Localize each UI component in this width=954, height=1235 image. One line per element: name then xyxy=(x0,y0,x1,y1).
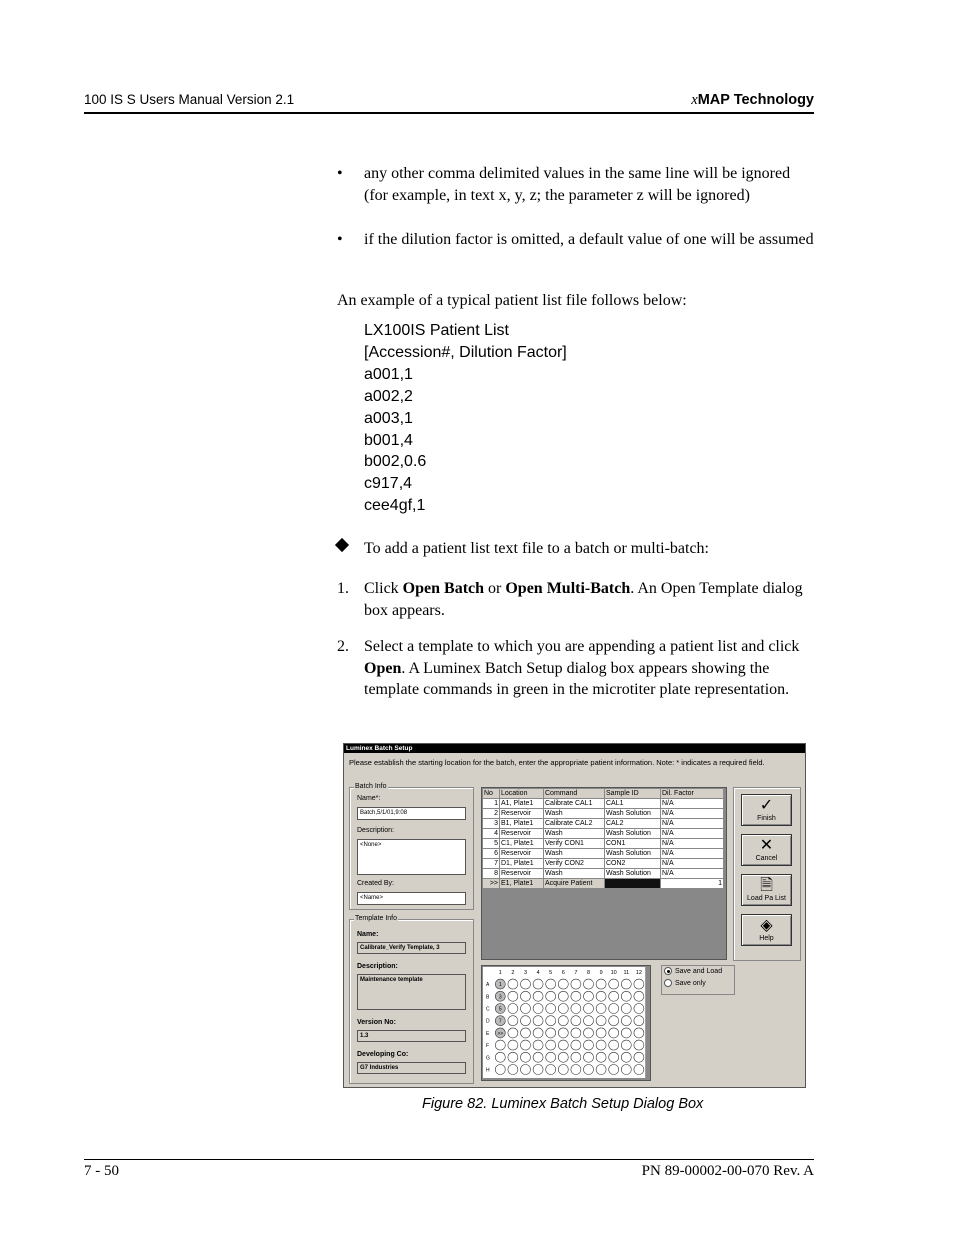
table-cell: Wash xyxy=(544,829,605,839)
patient-list-example xyxy=(364,320,567,517)
plate-well[interactable] xyxy=(546,991,556,1001)
plate-column-label: 9 xyxy=(599,970,603,976)
plate-well[interactable] xyxy=(609,1004,619,1014)
plate-column-label: 2 xyxy=(511,970,515,976)
plate-well[interactable] xyxy=(584,991,594,1001)
table-cell: Verify CON2 xyxy=(544,859,605,869)
plate-well-label: 3 xyxy=(498,994,502,1001)
table-cell: D1, Plate1 xyxy=(500,859,544,869)
plate-well[interactable] xyxy=(508,979,518,989)
batch-info-group xyxy=(349,783,474,910)
table-cell: CON1 xyxy=(605,839,661,849)
table-cell: Wash xyxy=(544,869,605,879)
plate-well[interactable] xyxy=(533,1065,543,1075)
plate-well[interactable] xyxy=(558,1028,568,1038)
plate-well[interactable] xyxy=(508,1004,518,1014)
plate-well[interactable] xyxy=(609,1016,619,1026)
plate-well[interactable] xyxy=(533,1016,543,1026)
plate-row-label: E xyxy=(486,1030,490,1037)
batch-name-input[interactable]: Batch,5/1/01,9:08 xyxy=(357,807,466,820)
plate-well[interactable] xyxy=(533,1004,543,1014)
plate-column-label: 8 xyxy=(586,970,591,976)
page-number: 7 - 50 xyxy=(84,1163,119,1179)
plate-well[interactable] xyxy=(584,1016,594,1026)
plate-well[interactable] xyxy=(508,1052,518,1062)
plate-well[interactable] xyxy=(533,1052,543,1062)
plate-well[interactable] xyxy=(558,991,568,1001)
plate-well[interactable] xyxy=(596,979,606,989)
patient-list-line: b002,0.6 xyxy=(364,453,427,471)
plate-well[interactable] xyxy=(495,1052,505,1062)
plate-column-label: 11 xyxy=(623,970,630,976)
table-cell: Reservoir xyxy=(500,849,544,859)
table-cell: 7 xyxy=(483,859,500,869)
header-right-main: MAP Technology xyxy=(697,92,814,108)
plate-row-label: H xyxy=(486,1067,490,1074)
plate-column-label: 7 xyxy=(574,970,578,976)
table-cell: Wash Solution xyxy=(605,849,661,859)
bullet-text: any other comma delimited values in the same line will be ignored (for example, in text x, y, z; the parameter z will be ignored) xyxy=(364,165,791,204)
plate-well[interactable] xyxy=(521,1052,531,1062)
plate-column-label: 1 xyxy=(498,970,502,976)
table-cell: Reservoir xyxy=(500,869,544,879)
plate-well[interactable] xyxy=(571,1004,581,1014)
bullet-item xyxy=(337,163,815,227)
plate-well[interactable] xyxy=(609,1040,619,1050)
table-cell: 1 xyxy=(483,799,500,809)
bullet-symbol: • xyxy=(337,165,343,182)
plate-column-label: 3 xyxy=(523,970,528,976)
plate-well-label: 5 xyxy=(498,1006,502,1013)
plate-well[interactable] xyxy=(584,1004,594,1014)
plate-well[interactable] xyxy=(596,1004,606,1014)
table-row[interactable] xyxy=(483,879,724,889)
procedure-title: To add a patient list text file to a batch or multi-batch: xyxy=(364,540,709,557)
microtiter-plate[interactable] xyxy=(481,965,651,1081)
table-cell: N/A xyxy=(661,819,724,829)
table-cell: 6 xyxy=(483,849,500,859)
table-row[interactable] xyxy=(483,809,724,819)
plate-well[interactable] xyxy=(634,1004,644,1014)
plate-well[interactable] xyxy=(521,1065,531,1075)
template-info-label: Template Info xyxy=(355,915,398,922)
plate-well[interactable] xyxy=(621,991,631,1001)
plate-well[interactable] xyxy=(571,1016,581,1026)
template-name-label: Name: xyxy=(357,931,379,938)
table-cell: N/A xyxy=(661,829,724,839)
patient-list-line: cee4gf,1 xyxy=(364,497,426,515)
plate-well[interactable] xyxy=(596,1028,606,1038)
patient-list-line: a002,2 xyxy=(364,387,413,405)
plate-well[interactable] xyxy=(571,1028,581,1038)
plate-well[interactable] xyxy=(533,1028,543,1038)
plate-well[interactable] xyxy=(621,1065,631,1075)
plate-well[interactable] xyxy=(596,1052,606,1062)
table-cell: N/A xyxy=(661,839,724,849)
plate-well[interactable] xyxy=(609,979,619,989)
table-cell: 4 xyxy=(483,829,500,839)
plate-well[interactable] xyxy=(495,1065,505,1075)
plate-well[interactable] xyxy=(584,1028,594,1038)
plate-well-label: 7 xyxy=(498,1018,502,1025)
dialog-title: Luminex Batch Setup xyxy=(344,744,805,753)
plate-well[interactable] xyxy=(584,1052,594,1062)
table-row[interactable] xyxy=(483,859,724,869)
diamond-icon xyxy=(335,538,349,552)
plate-well[interactable] xyxy=(546,1028,556,1038)
plate-well[interactable] xyxy=(571,1040,581,1050)
plate-well-label: 1 xyxy=(498,982,502,989)
plate-column-label: 12 xyxy=(635,970,642,976)
plate-column-label: 5 xyxy=(549,970,553,976)
plate-well[interactable] xyxy=(546,1040,556,1050)
table-cell: Calibrate CAL2 xyxy=(544,819,605,829)
developing-co-label: Developing Co: xyxy=(357,1051,409,1058)
template-name-field: Calibrate_Verify Template, 3 xyxy=(357,942,466,954)
column-header[interactable]: Sample ID xyxy=(605,789,661,799)
radio-checked-icon xyxy=(664,967,672,975)
commands-grid xyxy=(482,788,724,889)
plate-well[interactable] xyxy=(558,1065,568,1075)
step-item xyxy=(337,578,815,622)
close-icon: ✕ xyxy=(759,837,774,854)
header-left: 100 IS S Users Manual Version 2.1 xyxy=(84,92,295,107)
plate-well[interactable] xyxy=(533,979,543,989)
bullet-symbol: • xyxy=(337,231,343,248)
plate-well[interactable] xyxy=(634,1028,644,1038)
version-label: Version No: xyxy=(357,1019,396,1026)
header-right xyxy=(691,92,814,109)
plate-well[interactable] xyxy=(533,1040,543,1050)
table-cell: 2 xyxy=(483,809,500,819)
batch-description-label: Description: xyxy=(357,827,394,834)
plate-well[interactable] xyxy=(609,1052,619,1062)
plate-row-label: G xyxy=(486,1055,490,1062)
plate-well[interactable] xyxy=(558,1052,568,1062)
plate-well[interactable] xyxy=(634,979,644,989)
table-cell: B1, Plate1 xyxy=(500,819,544,829)
plate-well[interactable] xyxy=(584,1065,594,1075)
table-cell: Wash xyxy=(544,849,605,859)
plate-well[interactable] xyxy=(495,1040,505,1050)
figure-caption: Figure 82. Luminex Batch Setup Dialog Box xyxy=(422,1096,704,1112)
template-description-field: Maintenance template xyxy=(357,974,466,1010)
table-cell: Wash Solution xyxy=(605,869,661,879)
save-only-radio[interactable]: Save only xyxy=(662,978,734,990)
table-row[interactable] xyxy=(483,849,724,859)
table-cell: Wash Solution xyxy=(605,809,661,819)
plate-well[interactable] xyxy=(596,1016,606,1026)
plate-well[interactable] xyxy=(621,1004,631,1014)
column-header[interactable]: Command xyxy=(544,789,605,799)
step-text: Click Open Batch or Open Multi-Batch. An Open Template dialog box appears. xyxy=(364,580,803,619)
batch-name-label: Name*: xyxy=(357,795,381,802)
plate-well[interactable] xyxy=(508,991,518,1001)
table-cell: CAL1 xyxy=(605,799,661,809)
load-patient-list-button[interactable]: 🗎 Load Pa List xyxy=(741,874,792,906)
finish-button[interactable]: ✓ Finish xyxy=(741,794,792,826)
plate-well[interactable] xyxy=(609,1028,619,1038)
plate-well[interactable] xyxy=(634,991,644,1001)
plate-row-label: A xyxy=(486,982,490,989)
plate-well[interactable] xyxy=(558,1004,568,1014)
plate-well[interactable] xyxy=(558,1040,568,1050)
patient-list-line: a001,1 xyxy=(364,365,413,383)
table-cell: Reservoir xyxy=(500,809,544,819)
table-row[interactable] xyxy=(483,799,724,809)
table-row[interactable] xyxy=(483,829,724,839)
plate-well[interactable] xyxy=(634,1040,644,1050)
plate-well[interactable] xyxy=(546,1052,556,1062)
plate-well[interactable] xyxy=(546,1065,556,1075)
patient-list-line: LX100IS Patient List xyxy=(364,322,509,339)
plate-well[interactable] xyxy=(558,979,568,989)
plate-well[interactable] xyxy=(508,1065,518,1075)
plate-well[interactable] xyxy=(558,1016,568,1026)
plate-well-label: >> xyxy=(497,1030,504,1037)
table-cell: A1, Plate1 xyxy=(500,799,544,809)
plate-well[interactable] xyxy=(621,1052,631,1062)
table-cell: N/A xyxy=(661,849,724,859)
table-cell: N/A xyxy=(661,809,724,819)
table-cell: 8 xyxy=(483,869,500,879)
table-row[interactable] xyxy=(483,819,724,829)
developing-co-field: G7 Industries xyxy=(357,1062,466,1074)
patient-list-line: a003,1 xyxy=(364,409,413,427)
plate-well[interactable] xyxy=(533,991,543,1001)
cancel-button[interactable]: ✕ Cancel xyxy=(741,834,792,866)
step-number: 1. xyxy=(337,580,349,597)
plate-row-label: F xyxy=(486,1043,490,1050)
created-by-label: Created By: xyxy=(357,880,394,887)
plate-well[interactable] xyxy=(596,991,606,1001)
table-row[interactable] xyxy=(483,839,724,849)
column-header[interactable]: Location xyxy=(500,789,544,799)
plate-row-label: B xyxy=(486,994,490,1001)
footer-rule xyxy=(84,1159,814,1160)
plate-well[interactable] xyxy=(621,1040,631,1050)
table-row[interactable] xyxy=(483,869,724,879)
table-cell: 5 xyxy=(483,839,500,849)
table-cell: Wash Solution xyxy=(605,829,661,839)
plate-well[interactable] xyxy=(571,1065,581,1075)
table-cell xyxy=(605,879,661,889)
step-number: 2. xyxy=(337,638,349,655)
document-icon: 🗎 xyxy=(760,877,773,894)
help-book-icon: ◈ xyxy=(760,917,773,934)
plate-well[interactable] xyxy=(621,979,631,989)
table-header-row xyxy=(483,789,724,799)
plate-well[interactable] xyxy=(508,1016,518,1026)
table-cell: CON2 xyxy=(605,859,661,869)
radio-unchecked-icon xyxy=(664,979,672,987)
dialog-instruction: Please establish the starting location for the batch, enter the appropriate patient information. Note: * indicates a required field. xyxy=(349,758,765,767)
plate-well[interactable] xyxy=(521,1016,531,1026)
table-cell: >> xyxy=(483,879,500,889)
step-item xyxy=(337,636,815,724)
patient-list-line: [Accession#, Dilution Factor] xyxy=(364,343,567,361)
batch-description-input[interactable]: <None> xyxy=(357,839,466,875)
template-description-label: Description: xyxy=(357,963,398,970)
save-options-group xyxy=(661,965,735,995)
plate-well[interactable] xyxy=(609,1065,619,1075)
plate-row-label: D xyxy=(486,1018,490,1025)
column-header[interactable]: No xyxy=(483,789,500,799)
plate-well[interactable] xyxy=(621,1016,631,1026)
plate-well[interactable] xyxy=(621,1028,631,1038)
header-rule xyxy=(84,112,814,114)
plate-well[interactable] xyxy=(584,979,594,989)
plate-column-label: 6 xyxy=(561,970,565,976)
bullet-item xyxy=(337,229,815,273)
plate-well[interactable] xyxy=(609,991,619,1001)
plate-well[interactable] xyxy=(546,979,556,989)
created-by-input[interactable]: <Name> xyxy=(357,892,466,905)
table-cell: E1, Plate1 xyxy=(500,879,544,889)
table-cell: 1 xyxy=(661,879,724,889)
table-cell: N/A xyxy=(661,859,724,869)
plate-well[interactable] xyxy=(596,1065,606,1075)
plate-column-label: 10 xyxy=(610,970,617,976)
template-info-group xyxy=(349,915,474,1084)
version-field: 1.3 xyxy=(357,1030,466,1042)
table-cell: 3 xyxy=(483,819,500,829)
bullet-text: if the dilution factor is omitted, a default value of one will be assumed xyxy=(364,231,814,248)
plate-well[interactable] xyxy=(634,1052,644,1062)
plate-well[interactable] xyxy=(521,991,531,1001)
batch-setup-dialog xyxy=(343,743,806,1088)
plate-well[interactable] xyxy=(634,1065,644,1075)
checkmark-icon: ✓ xyxy=(759,797,774,814)
table-cell: Verify CON1 xyxy=(544,839,605,849)
plate-well[interactable] xyxy=(596,1040,606,1050)
table-cell: CAL2 xyxy=(605,819,661,829)
plate-well[interactable] xyxy=(584,1040,594,1050)
batch-info-label: Batch Info xyxy=(355,783,387,790)
table-cell: Wash xyxy=(544,809,605,819)
plate-well[interactable] xyxy=(521,1028,531,1038)
plate-well[interactable] xyxy=(546,1004,556,1014)
commands-table[interactable] xyxy=(481,787,727,960)
patient-list-line: b001,4 xyxy=(364,431,413,449)
plate-row-label: C xyxy=(486,1006,490,1013)
plate-well[interactable] xyxy=(571,1052,581,1062)
help-button[interactable]: ◈ Help xyxy=(741,914,792,946)
plate-well[interactable] xyxy=(521,1004,531,1014)
header-right-prefix: x xyxy=(691,92,698,108)
table-cell: Calibrate CAL1 xyxy=(544,799,605,809)
table-cell: N/A xyxy=(661,799,724,809)
table-cell: N/A xyxy=(661,869,724,879)
table-cell: Reservoir xyxy=(500,829,544,839)
table-cell: Acquire Patient xyxy=(544,879,605,889)
plate-well[interactable] xyxy=(521,1040,531,1050)
patient-list-line: c917,4 xyxy=(364,475,413,493)
save-and-load-radio[interactable]: Save and Load xyxy=(662,966,734,978)
plate-well[interactable] xyxy=(571,991,581,1001)
plate-well[interactable] xyxy=(508,1040,518,1050)
column-header[interactable]: Dil. Factor xyxy=(661,789,724,799)
part-number: PN 89-00002-00-070 Rev. A xyxy=(641,1163,814,1179)
plate-well[interactable] xyxy=(571,979,581,989)
plate-well[interactable] xyxy=(521,979,531,989)
plate-well[interactable] xyxy=(634,1016,644,1026)
intro-paragraph: An example of a typical patient list file follows below: xyxy=(337,292,687,309)
plate-grid xyxy=(482,966,650,1080)
plate-well[interactable] xyxy=(546,1016,556,1026)
plate-column-label: 4 xyxy=(536,970,540,976)
table-cell: C1, Plate1 xyxy=(500,839,544,849)
plate-well[interactable] xyxy=(508,1028,518,1038)
step-text: Select a template to which you are appending a patient list and click Open. A Luminex Batch Setup dialog box appears showing the template commands in green in the microtiter plate representation. xyxy=(364,638,800,698)
